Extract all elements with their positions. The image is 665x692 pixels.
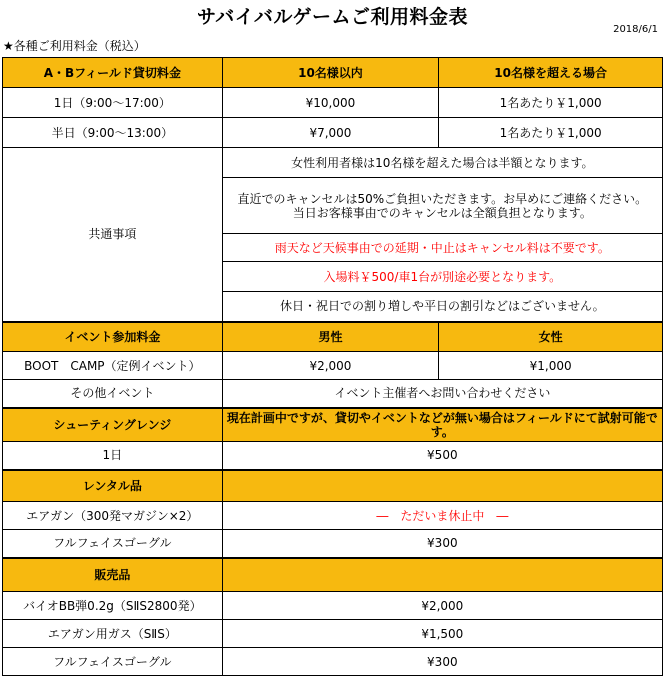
common-note: 当日お客様事由でのキャンセルは全額負担となります。 [292, 205, 592, 220]
common-note-cancel [222, 178, 662, 234]
page-title: サバイバルゲームご利用料金表 [196, 6, 469, 28]
common-note: 女性利用者様は10名様を超えた場合は半額となります。 [222, 148, 662, 178]
sales-row-label: フルフェイスゴーグル [3, 648, 223, 676]
event-header-label: イベント参加料金 [3, 322, 223, 352]
field-header-row [3, 58, 663, 88]
rental-header-row [3, 470, 663, 502]
event-header-male: 男性 [222, 322, 439, 352]
table-row [3, 530, 663, 558]
event-other-value: イベント主催者へお問い合わせください [222, 380, 662, 408]
sales-row-label: バイオBB弾0.2g（SⅡS2800発） [3, 592, 223, 620]
event-header-female: 女性 [439, 322, 663, 352]
table-row [3, 648, 663, 676]
rental-row-value: ¥300 [222, 530, 662, 558]
common-note: 休日・祝日での割り増しや平日の割引などはございません。 [222, 292, 662, 322]
date-label: 2018/6/1 [613, 24, 658, 35]
sales-row-label: エアガン用ガス（SⅡS） [3, 620, 223, 648]
sales-row-value: ¥2,000 [222, 592, 662, 620]
event-header-row [3, 322, 663, 352]
rental-row-label: フルフェイスゴーグル [3, 530, 223, 558]
field-row-label: 1日（9:00～17:00） [3, 88, 223, 118]
field-header-over10: 10名様を超える場合 [439, 58, 663, 88]
common-note-entry-fee: 入場料￥500/車1台が別途必要となります。 [222, 262, 662, 292]
range-header-label: シューティングレンジ [3, 408, 223, 442]
range-row-value: ¥500 [222, 442, 662, 470]
field-row-label: 半日（9:00～13:00） [3, 118, 223, 148]
table-row [3, 352, 663, 380]
rental-header-label: レンタル品 [3, 470, 223, 502]
event-row-female-price: ¥1,000 [439, 352, 663, 380]
field-row-extra: 1名あたり￥1,000 [439, 118, 663, 148]
field-row-price: ¥10,000 [222, 88, 439, 118]
table-row [3, 88, 663, 118]
sales-row-value: ¥1,500 [222, 620, 662, 648]
event-row-label: BOOT CAMP（定例イベント） [3, 352, 223, 380]
range-notice: 現在計画中ですが、貸切やイベントなどが無い場合はフィールドにて試射可能です。 [222, 408, 662, 442]
field-header-within10: 10名様以内 [222, 58, 439, 88]
event-row-male-price: ¥2,000 [222, 352, 439, 380]
sales-row-value: ¥300 [222, 648, 662, 676]
common-note-weather: 雨天など天候事由での延期・中止はキャンセル料は不要です。 [222, 234, 662, 262]
rental-row-value: ― ただいま休止中 ― [222, 502, 662, 530]
rental-header-blank [222, 470, 662, 502]
table-row [3, 380, 663, 408]
rental-row-label: エアガン（300発マガジン×2） [3, 502, 223, 530]
sales-header-row [3, 558, 663, 592]
section-subtitle: ★各種ご利用料金（税込） [3, 39, 146, 53]
price-table [2, 57, 663, 676]
event-other-label: その他イベント [3, 380, 223, 408]
sales-header-label: 販売品 [3, 558, 223, 592]
table-row [3, 620, 663, 648]
table-row [3, 502, 663, 530]
common-note: 直近でのキャンセルは50%ご負担いただきます。お早めにご連絡ください。 [237, 191, 648, 206]
field-header-label: A・Bフィールド貸切料金 [3, 58, 223, 88]
table-row [3, 118, 663, 148]
field-row-extra: 1名あたり￥1,000 [439, 88, 663, 118]
common-label: 共通事項 [3, 148, 223, 322]
common-note-row [3, 148, 663, 178]
range-row-label: 1日 [3, 442, 223, 470]
table-row [3, 592, 663, 620]
field-row-price: ¥7,000 [222, 118, 439, 148]
table-row [3, 442, 663, 470]
range-header-row [3, 408, 663, 442]
sales-header-blank [222, 558, 662, 592]
